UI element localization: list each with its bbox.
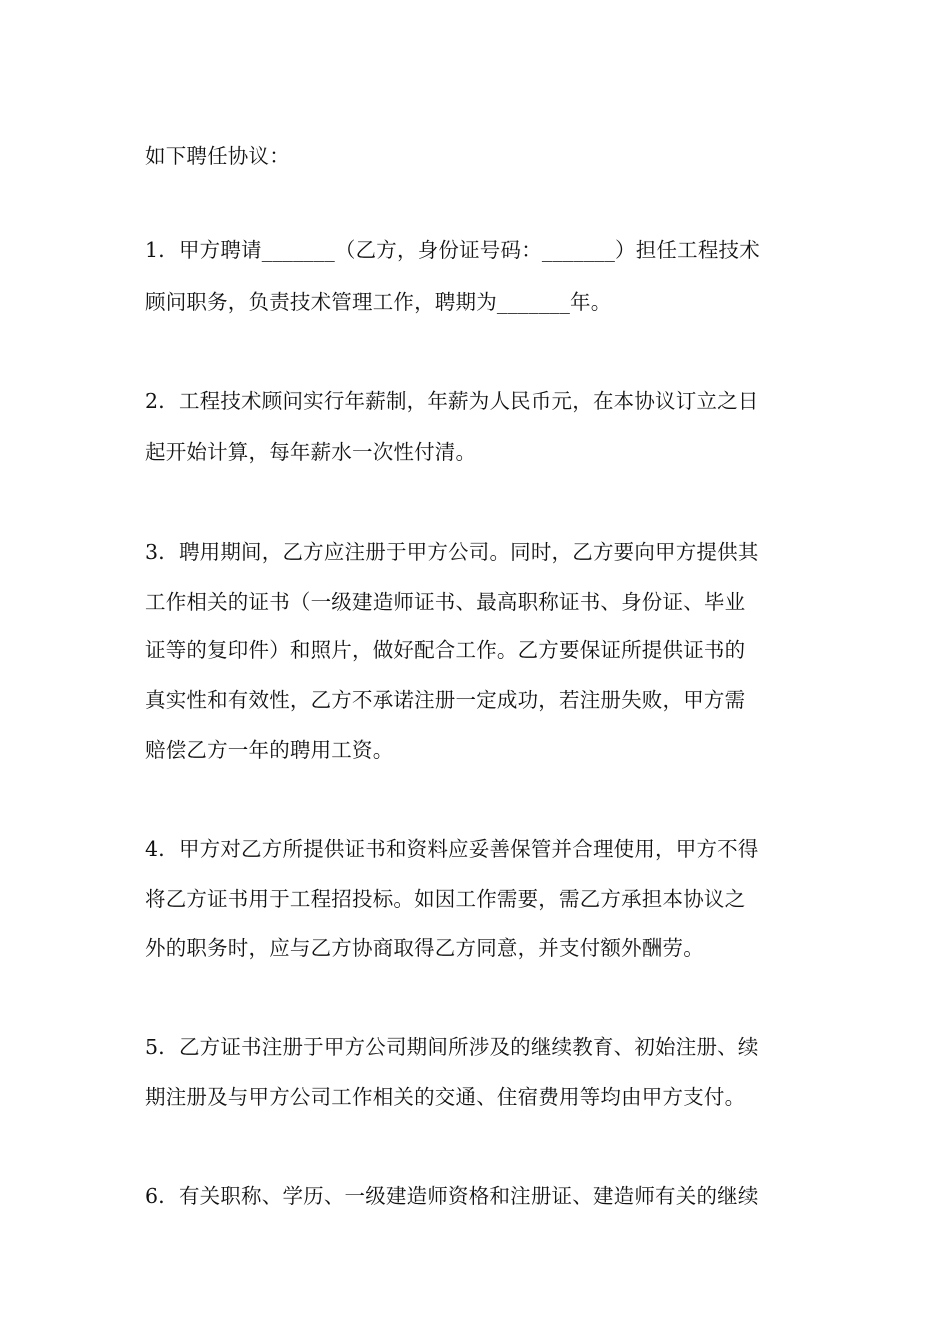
clause-3-line-5: 赔偿乙方一年的聘用工资。 [145, 738, 394, 762]
clause-1-line-1: 1．甲方聘请_______（乙方，身份证号码：_______）担任工程技术 [145, 238, 760, 262]
clause-3-line-1: 3．聘用期间，乙方应注册于甲方公司。同时，乙方要向甲方提供其 [145, 540, 759, 564]
clause-4-line-3: 外的职务时，应与乙方协商取得乙方同意，并支付额外酬劳。 [145, 936, 704, 960]
clause-4-line-1: 4．甲方对乙方所提供证书和资料应妥善保管并合理使用，甲方不得 [145, 837, 759, 861]
clause-3-line-3: 证等的复印件）和照片，做好配合工作。乙方要保证所提供证书的 [145, 638, 746, 662]
clause-3-line-4: 真实性和有效性，乙方不承诺注册一定成功，若注册失败，甲方需 [145, 688, 746, 712]
clause-3-line-2: 工作相关的证书（一级建造师证书、最高职称证书、身份证、毕业 [145, 590, 746, 614]
clause-2-line-2: 起开始计算，每年薪水一次性付清。 [145, 440, 477, 464]
clause-1-line-2: 顾问职务，负责技术管理工作，聘期为_______年。 [145, 290, 612, 314]
clause-5-line-1: 5．乙方证书注册于甲方公司期间所涉及的继续教育、初始注册、续 [145, 1035, 759, 1059]
clause-4-line-2: 将乙方证书用于工程招投标。如因工作需要，需乙方承担本协议之 [145, 887, 746, 911]
intro-line: 如下聘任协议： [145, 144, 290, 168]
clause-2-line-1: 2．工程技术顾问实行年薪制，年薪为人民币元，在本协议订立之日 [145, 389, 759, 413]
clause-5-line-2: 期注册及与甲方公司工作相关的交通、住宿费用等均由甲方支付。 [145, 1085, 746, 1109]
clause-6-line-1: 6．有关职称、学历、一级建造师资格和注册证、建造师有关的继续 [145, 1184, 759, 1208]
